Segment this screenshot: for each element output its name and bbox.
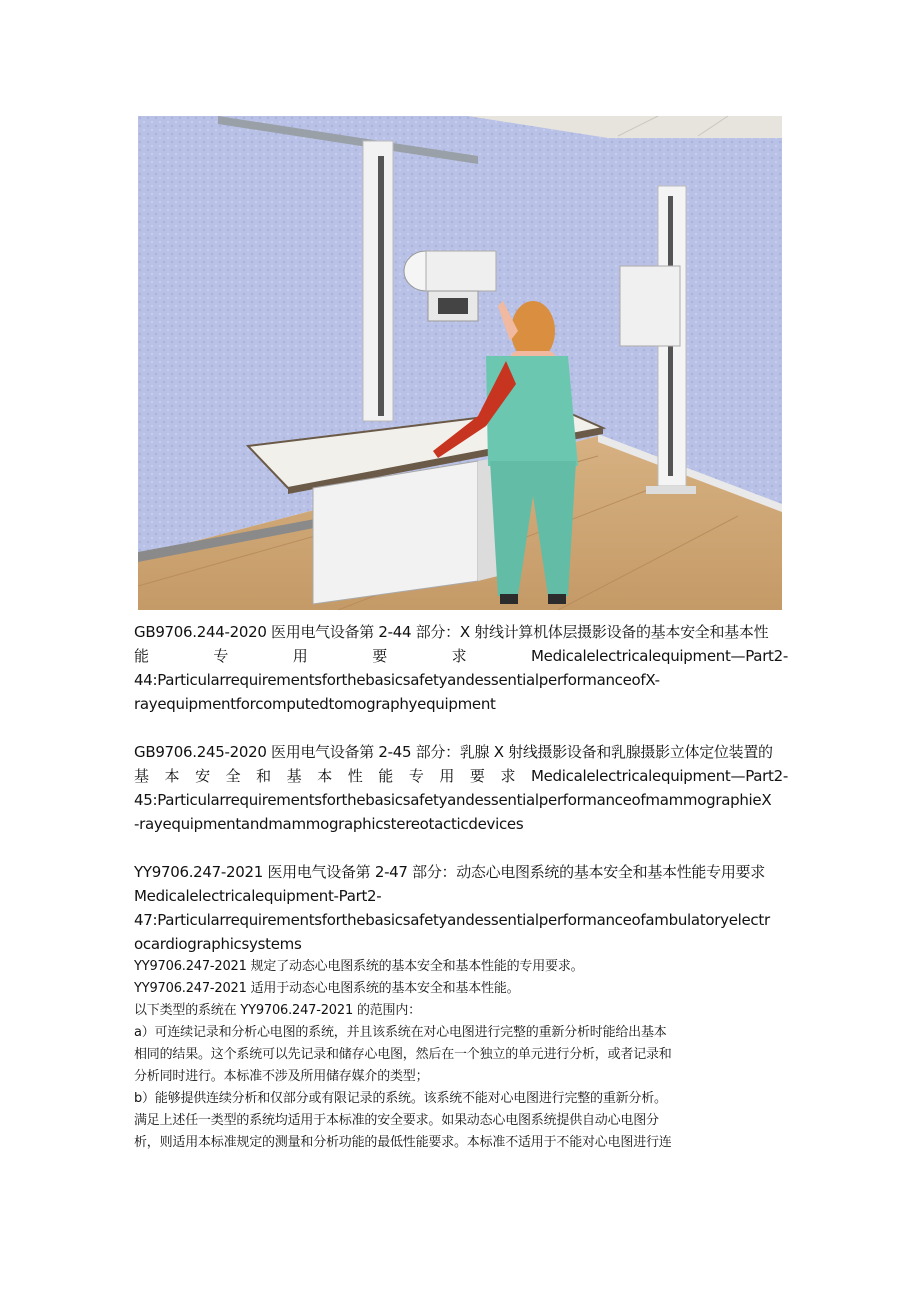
standard-line: Medicalelectricalequipment-Part2- [134,887,382,905]
standard-line: GB9706.245-2020 医用电气设备第 2-45 部分：乳腺 X 射线摄影设备和乳腺摄影立体定位装置的 [134,743,773,761]
standard-yy9706-247 [134,860,788,956]
standard-line: GB9706.244-2020 医用电气设备第 2-44 部分：X 射线计算机体层摄影设备的基本安全和基本性 [134,623,769,641]
item-b-line: 满足上述任一类型的系统均适用于本标准的安全要求。如果动态心电图系统提供自动心电图分 [134,1113,659,1128]
standard-line: 能 专 用 要 求 Medicalelectricalequipment—Part2- [134,647,788,665]
item-a-line: 相同的结果。这个系统可以先记录和储存心电图，然后在一个独立的单元进行分析，或者记录和 [134,1047,672,1062]
standard-line: ocardiographicsystems [134,935,302,953]
paragraph-applicability: YY9706.247-2021 适用于动态心电图系统的基本安全和基本性能。 [134,981,520,996]
scope-description [134,956,788,1154]
item-b-line: 析，则适用本标准规定的测量和分析功能的最低性能要求。本标准不适用于不能对心电图进行连 [134,1135,672,1150]
paragraph-types-intro: 以下类型的系统在 YY9706.247-2021 的范围内： [134,1003,421,1018]
paragraph-scope: YY9706.247-2021 规定了动态心电图系统的基本安全和基本性能的专用要求。 [134,959,584,974]
standard-line: YY9706.247-2021 医用电气设备第 2-47 部分：动态心电图系统的基本安全和基本性能专用要求 [134,863,765,881]
item-a-line: a）可连续记录和分析心电图的系统，并且该系统在对心电图进行完整的重新分析时能给出基本 [134,1025,667,1040]
item-a-line: 分析同时进行。本标准不涉及所用储存媒介的类型； [134,1069,429,1084]
item-b-line: b）能够提供连续分析和仅部分或有限记录的系统。该系统不能对心电图进行完整的重新分析。 [134,1091,667,1106]
standard-line: rayequipmentforcomputedtomographyequipment [134,695,496,713]
standard-line: 44:ParticularrequirementsforthebasicsafetyandessentialperformanceofX- [134,671,660,689]
standard-gb9706-244 [134,620,788,716]
standard-line: 45:ParticularrequirementsforthebasicsafetyandessentialperformanceofmammographieX [134,791,772,809]
standard-line: 基 本 安 全 和 基 本 性 能 专 用 要 求 Medicalelectricalequipment—Part2- [134,767,788,785]
standard-gb9706-245 [134,740,788,836]
standard-line: -rayequipmentandmammographicstereotacticdevices [134,815,524,833]
xray-room-photo [138,116,782,610]
standard-line: 47:Particularrequirementsforthebasicsafetyandessentialperformanceofambulatoryelectr [134,911,770,929]
